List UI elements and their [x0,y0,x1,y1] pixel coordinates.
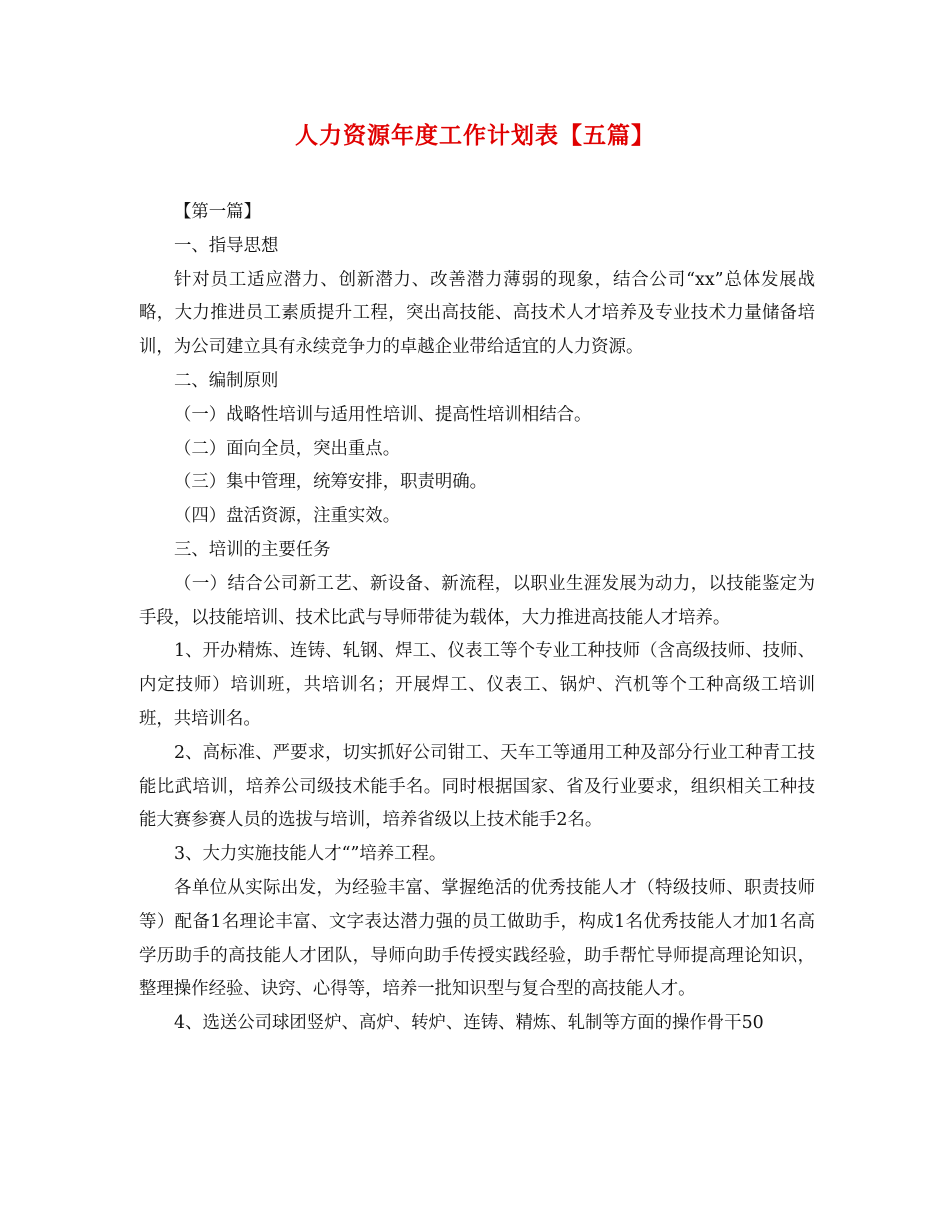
document-title: 人力资源年度工作计划表【五篇】 [295,122,655,149]
subheading: 三、培训的主要任务 [174,539,331,560]
list-item: （一）战略性培训与适用性培训、提高性培训相结合。 [174,404,592,425]
paragraph: 1、开办精炼、连铸、轧钢、焊工、仪表工等个专业工种技师（含高级技师、技师、内定技师）培训班，共培训名；开展焊工、仪表工、锅炉、汽机等个工种高级工培训班，共培训名。 [139,641,815,729]
subheading: 二、编制原则 [174,370,279,391]
list-item: （二）面向全员，突出重点。 [174,438,401,459]
paragraph: 针对员工适应潜力、创新潜力、改善潜力薄弱的现象，结合公司“xx”总体发展战略，大力推进员工素质提升工程，突出高技能、高技术人才培养及专业技术力量储备培训，为公司建立具有永续竞争力的卓越企业带给适宜的人力资源。 [139,269,815,358]
list-item: （四）盘活资源，注重实效。 [174,506,401,527]
document-body [139,196,815,1041]
subheading: 一、指导思想 [174,235,279,256]
list-item: （三）集中管理，统筹安排，职责明确。 [174,472,488,493]
paragraph: 4、选送公司球团竖炉、高炉、转炉、连铸、精炼、轧制等方面的操作骨干50 [174,1013,764,1034]
paragraph: 各单位从实际出发，为经验丰富、掌握绝活的优秀技能人才（特级技师、职责技师等）配备1名理论丰富、文字表达潜力强的员工做助手，构成1名优秀技能人才加1名高学历助手的高技能人才团队，导师向助手传授实践经验，助手帮忙导师提高理论知识，整理操作经验、诀窍、心得等，培养一批知识型与复合型的高技能人才。 [139,877,815,1000]
section-heading: 【第一篇】 [174,202,261,222]
paragraph: 2、高标准、严要求，切实抓好公司钳工、天车工等通用工种及部分行业工种青工技能比武培训，培养公司级技术能手名。同时根据国家、省及行业要求，组织相关工种技能大赛参赛人员的选拔与培训，培养省级以上技术能手2名。 [139,742,815,831]
paragraph: 3、大力实施技能人才“”培养工程。 [174,844,447,865]
paragraph: （一）结合公司新工艺、新设备、新流程，以职业生涯发展为动力，以技能鉴定为手段，以技能培训、技术比武与导师带徒为载体，大力推进高技能人才培养。 [139,573,815,628]
